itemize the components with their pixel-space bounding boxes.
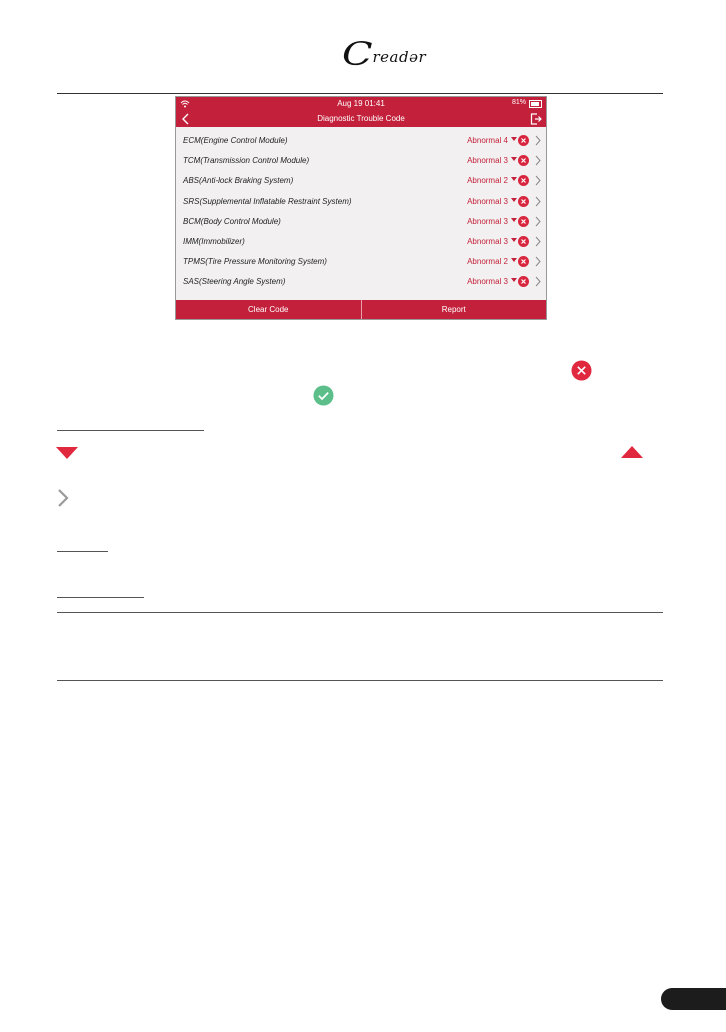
error-x-icon <box>518 135 529 146</box>
dtc-row-tcm[interactable] <box>176 151 546 171</box>
chevron-right-icon[interactable] <box>534 135 542 146</box>
clear-code-button[interactable]: Clear Code <box>248 305 289 314</box>
status-text: Abnormal 2 <box>467 257 508 267</box>
chevron-right-icon <box>56 488 70 508</box>
error-x-icon <box>518 216 529 227</box>
status-text: Abnormal 3 <box>467 277 508 287</box>
expand-triangle-icon[interactable] <box>511 258 517 262</box>
chevron-right-icon[interactable] <box>534 155 542 166</box>
dtc-row-srs[interactable] <box>176 192 546 212</box>
bottom-button-bar <box>176 300 546 319</box>
chevron-right-icon[interactable] <box>534 216 542 227</box>
system-name: SAS(Steering Angle System) <box>183 277 286 287</box>
section-underline <box>57 430 204 431</box>
device-screenshot <box>175 96 547 320</box>
page-number-tab <box>661 988 726 1010</box>
dtc-row-imm[interactable] <box>176 232 546 252</box>
dtc-row-sas[interactable] <box>176 272 546 292</box>
status-text: Abnormal 4 <box>467 136 508 145</box>
exit-icon[interactable] <box>530 113 542 125</box>
chevron-right-icon[interactable] <box>534 256 542 267</box>
system-name: ECM(Engine Control Module) <box>183 136 288 145</box>
dtc-row-abs[interactable] <box>176 171 546 191</box>
status-time: Aug 19 01:41 <box>337 99 385 108</box>
chevron-right-icon[interactable] <box>534 276 542 287</box>
screen-title: Diagnostic Trouble Code <box>317 114 405 123</box>
note-box-bottom-rule <box>57 680 663 681</box>
red-triangle-down-icon <box>56 447 78 459</box>
expand-triangle-icon[interactable] <box>511 238 517 242</box>
page-header <box>0 30 726 73</box>
expand-triangle-icon[interactable] <box>511 177 517 181</box>
report-button[interactable]: Report <box>361 300 547 319</box>
header-rule <box>57 93 663 94</box>
error-x-icon <box>518 155 529 166</box>
error-x-icon <box>518 236 529 247</box>
dtc-row-bcm[interactable] <box>176 212 546 232</box>
system-name: BCM(Body Control Module) <box>183 216 281 226</box>
dtc-system-list <box>176 131 546 293</box>
status-bar <box>176 97 546 127</box>
red-triangle-up-icon <box>621 446 643 458</box>
battery-icon <box>529 100 542 108</box>
dtc-row-tpms[interactable] <box>176 252 546 272</box>
battery-percent: 81% <box>511 99 526 106</box>
logo-initial: C <box>341 35 373 73</box>
green-check-circle-icon <box>313 385 334 406</box>
expand-triangle-icon[interactable] <box>511 218 517 222</box>
chevron-right-icon[interactable] <box>534 175 542 186</box>
red-x-circle-icon <box>571 360 592 381</box>
status-text: Abnormal 3 <box>467 216 508 226</box>
error-x-icon <box>518 276 529 287</box>
logo-text: readər <box>372 48 427 66</box>
chevron-right-icon[interactable] <box>534 196 542 207</box>
section-underline <box>57 597 144 598</box>
error-x-icon <box>518 175 529 186</box>
creader-logo <box>341 35 427 73</box>
error-x-icon <box>518 256 529 267</box>
dtc-row-ecm[interactable] <box>176 131 546 151</box>
system-name: TPMS(Tire Pressure Monitoring System) <box>183 257 327 267</box>
system-name: TCM(Transmission Control Module) <box>183 156 310 166</box>
expand-triangle-icon[interactable] <box>511 137 517 141</box>
expand-triangle-icon[interactable] <box>511 198 517 202</box>
section-underline <box>57 551 108 552</box>
system-name: ABS(Anti-lock Braking System) <box>183 176 294 186</box>
status-text: Abnormal 3 <box>467 156 508 166</box>
system-name: IMM(Immobilizer) <box>183 236 245 246</box>
status-text: Abnormal 2 <box>467 176 508 186</box>
chevron-right-icon[interactable] <box>534 236 542 247</box>
status-text: Abnormal 3 <box>467 196 508 206</box>
status-text: Abnormal 3 <box>467 236 508 246</box>
error-x-icon <box>518 196 529 207</box>
note-box-top-rule <box>57 612 663 613</box>
expand-triangle-icon[interactable] <box>511 278 517 282</box>
system-name: SRS(Supplemental Inflatable Restraint System) <box>183 196 352 206</box>
expand-triangle-icon[interactable] <box>511 157 517 161</box>
